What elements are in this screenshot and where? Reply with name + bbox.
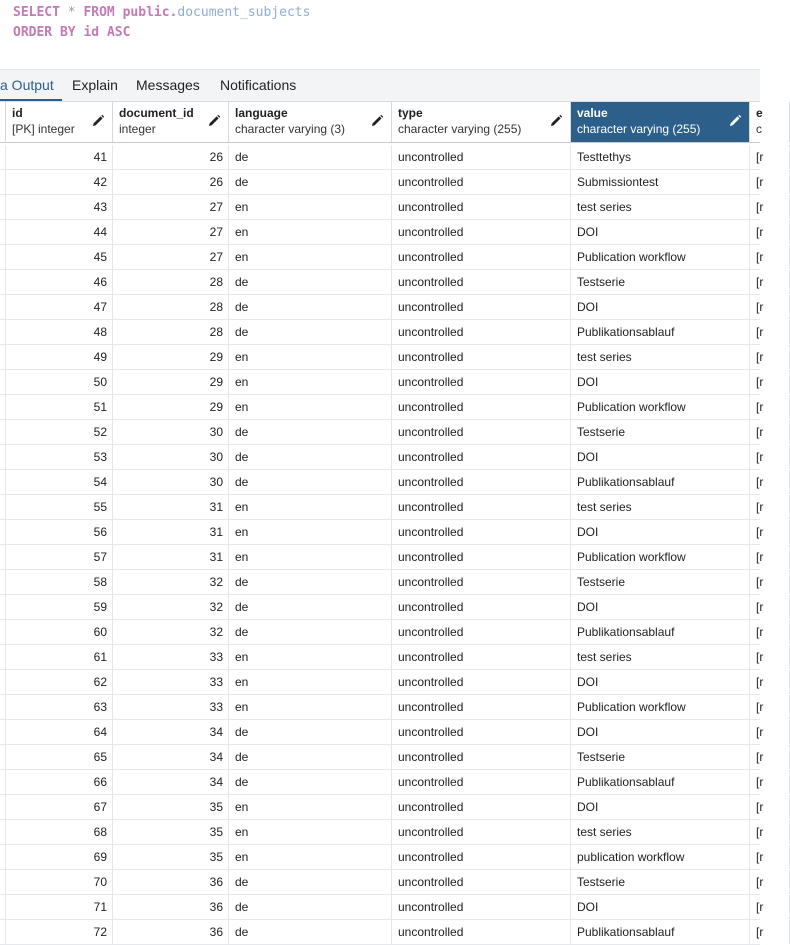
cell-type[interactable]: uncontrolled bbox=[392, 445, 571, 469]
table-row[interactable] bbox=[0, 920, 764, 945]
cell-id[interactable]: 54 bbox=[6, 470, 113, 494]
cell-id[interactable]: 62 bbox=[6, 670, 113, 694]
cell-extra[interactable]: [r bbox=[750, 595, 790, 619]
cell-value[interactable]: test series bbox=[571, 195, 750, 219]
cell-value[interactable]: Publikationsablauf bbox=[571, 320, 750, 344]
cell-language[interactable]: en bbox=[229, 545, 392, 569]
cell-id[interactable]: 67 bbox=[6, 795, 113, 819]
cell-language[interactable]: en bbox=[229, 670, 392, 694]
cell-id[interactable]: 51 bbox=[6, 395, 113, 419]
cell-document-id[interactable]: 27 bbox=[113, 245, 229, 269]
cell-id[interactable]: 55 bbox=[6, 495, 113, 519]
column-name: language bbox=[235, 106, 288, 120]
cell-type[interactable]: uncontrolled bbox=[392, 520, 571, 544]
cell-id[interactable]: 68 bbox=[6, 820, 113, 844]
column-name: document_id bbox=[119, 106, 194, 120]
cell-document-id[interactable]: 27 bbox=[113, 195, 229, 219]
cell-value[interactable]: Publication workflow bbox=[571, 695, 750, 719]
cell-value[interactable]: DOI bbox=[571, 520, 750, 544]
cell-type[interactable]: uncontrolled bbox=[392, 845, 571, 869]
cell-type[interactable]: uncontrolled bbox=[392, 870, 571, 894]
cell-type[interactable]: uncontrolled bbox=[392, 320, 571, 344]
data-grid bbox=[0, 102, 764, 939]
query-editor[interactable] bbox=[0, 0, 760, 70]
cell-value[interactable]: publication workflow bbox=[571, 845, 750, 869]
cell-type[interactable]: uncontrolled bbox=[392, 370, 571, 394]
cell-id[interactable]: 52 bbox=[6, 420, 113, 444]
cell-language[interactable]: en bbox=[229, 520, 392, 544]
table-row[interactable] bbox=[0, 670, 764, 695]
pencil-icon[interactable] bbox=[207, 114, 221, 128]
cell-id[interactable]: 59 bbox=[6, 595, 113, 619]
cell-extra[interactable]: [r bbox=[750, 670, 790, 694]
cell-value[interactable]: test series bbox=[571, 820, 750, 844]
cell-language[interactable]: en bbox=[229, 245, 392, 269]
cell-extra[interactable]: [r bbox=[750, 545, 790, 569]
cell-id[interactable]: 71 bbox=[6, 895, 113, 919]
cell-value[interactable]: DOI bbox=[571, 595, 750, 619]
cell-extra[interactable]: [r bbox=[750, 770, 790, 794]
table-row[interactable] bbox=[0, 870, 764, 895]
cell-type[interactable]: uncontrolled bbox=[392, 195, 571, 219]
cell-document-id[interactable]: 36 bbox=[113, 920, 229, 944]
column-name: value bbox=[577, 106, 608, 120]
cell-language[interactable]: en bbox=[229, 795, 392, 819]
cell-document-id[interactable]: 30 bbox=[113, 470, 229, 494]
cell-extra[interactable]: [r bbox=[750, 320, 790, 344]
cell-document-id[interactable]: 34 bbox=[113, 720, 229, 744]
cell-value[interactable]: Testserie bbox=[571, 570, 750, 594]
cell-type[interactable]: uncontrolled bbox=[392, 270, 571, 294]
cell-id[interactable]: 63 bbox=[6, 695, 113, 719]
pencil-icon[interactable] bbox=[91, 114, 105, 128]
table-row[interactable] bbox=[0, 370, 764, 395]
cell-type[interactable]: uncontrolled bbox=[392, 820, 571, 844]
cell-extra[interactable]: [r bbox=[750, 520, 790, 544]
keyword-order-by: ORDER BY bbox=[13, 25, 76, 40]
cell-id[interactable]: 46 bbox=[6, 270, 113, 294]
cell-language[interactable]: en bbox=[229, 495, 392, 519]
cell-language[interactable]: en bbox=[229, 695, 392, 719]
cell-extra[interactable]: [r bbox=[750, 220, 790, 244]
cell-extra[interactable]: [r bbox=[750, 570, 790, 594]
cell-id[interactable]: 50 bbox=[6, 370, 113, 394]
cell-language[interactable]: de bbox=[229, 270, 392, 294]
table-row[interactable] bbox=[0, 320, 764, 345]
keyword-from: FROM bbox=[83, 5, 115, 20]
cell-extra[interactable]: [r bbox=[750, 245, 790, 269]
cell-extra[interactable]: [r bbox=[750, 495, 790, 519]
cell-document-id[interactable]: 33 bbox=[113, 645, 229, 669]
cell-type[interactable]: uncontrolled bbox=[392, 920, 571, 944]
cell-value[interactable]: test series bbox=[571, 345, 750, 369]
cell-value[interactable]: Testserie bbox=[571, 270, 750, 294]
cell-type[interactable]: uncontrolled bbox=[392, 795, 571, 819]
cell-value[interactable]: Publikationsablauf bbox=[571, 620, 750, 644]
cell-language[interactable]: de bbox=[229, 420, 392, 444]
cell-value[interactable]: Publication workflow bbox=[571, 395, 750, 419]
cell-document-id[interactable]: 33 bbox=[113, 670, 229, 694]
cell-extra[interactable]: [r bbox=[750, 445, 790, 469]
cell-value[interactable]: Testserie bbox=[571, 745, 750, 769]
cell-value[interactable]: DOI bbox=[571, 720, 750, 744]
table-row[interactable] bbox=[0, 720, 764, 745]
cell-id[interactable]: 72 bbox=[6, 920, 113, 944]
tab-messages[interactable]: Messages bbox=[136, 77, 200, 93]
column-header-value[interactable] bbox=[571, 102, 750, 142]
cell-value[interactable]: DOI bbox=[571, 895, 750, 919]
cell-id[interactable]: 48 bbox=[6, 320, 113, 344]
cell-value[interactable]: Submissiontest bbox=[571, 170, 750, 194]
cell-extra[interactable]: [r bbox=[750, 745, 790, 769]
cell-type[interactable]: uncontrolled bbox=[392, 145, 571, 169]
cell-document-id[interactable]: 35 bbox=[113, 795, 229, 819]
table-row[interactable] bbox=[0, 420, 764, 445]
cell-language[interactable]: de bbox=[229, 620, 392, 644]
header-row bbox=[0, 102, 763, 143]
cell-language[interactable]: de bbox=[229, 320, 392, 344]
cell-value[interactable]: Publikationsablauf bbox=[571, 770, 750, 794]
cell-value[interactable]: DOI bbox=[571, 795, 750, 819]
cell-language[interactable]: de bbox=[229, 470, 392, 494]
table-row[interactable] bbox=[0, 570, 764, 595]
cell-type[interactable]: uncontrolled bbox=[392, 220, 571, 244]
cell-value[interactable]: DOI bbox=[571, 670, 750, 694]
cell-document-id[interactable]: 28 bbox=[113, 295, 229, 319]
cell-id[interactable]: 43 bbox=[6, 195, 113, 219]
star-operator: * bbox=[67, 5, 76, 20]
column-type: character varying (255) bbox=[398, 122, 522, 136]
cell-extra[interactable]: [r bbox=[750, 845, 790, 869]
column-header-document-id[interactable] bbox=[113, 102, 229, 142]
cell-type[interactable]: uncontrolled bbox=[392, 170, 571, 194]
cell-type[interactable]: uncontrolled bbox=[392, 670, 571, 694]
cell-type[interactable]: uncontrolled bbox=[392, 395, 571, 419]
cell-document-id[interactable]: 36 bbox=[113, 870, 229, 894]
cell-document-id[interactable]: 34 bbox=[113, 745, 229, 769]
table-row[interactable] bbox=[0, 845, 764, 870]
cell-language[interactable]: de bbox=[229, 295, 392, 319]
cell-language[interactable]: de bbox=[229, 570, 392, 594]
cell-type[interactable]: uncontrolled bbox=[392, 470, 571, 494]
table-row[interactable] bbox=[0, 820, 764, 845]
cell-document-id[interactable]: 27 bbox=[113, 220, 229, 244]
cell-extra[interactable]: [r bbox=[750, 920, 790, 944]
cell-extra[interactable]: [r bbox=[750, 170, 790, 194]
cell-language[interactable]: en bbox=[229, 645, 392, 669]
cell-id[interactable]: 60 bbox=[6, 620, 113, 644]
cell-extra[interactable]: [r bbox=[750, 295, 790, 319]
cell-id[interactable]: 64 bbox=[6, 720, 113, 744]
cell-id[interactable]: 47 bbox=[6, 295, 113, 319]
cell-value[interactable]: Publication workflow bbox=[571, 545, 750, 569]
cell-language[interactable]: de bbox=[229, 145, 392, 169]
pencil-icon[interactable] bbox=[728, 114, 742, 128]
cell-value[interactable]: Publikationsablauf bbox=[571, 470, 750, 494]
cell-language[interactable]: de bbox=[229, 170, 392, 194]
cell-language[interactable]: en bbox=[229, 820, 392, 844]
cell-type[interactable]: uncontrolled bbox=[392, 745, 571, 769]
cell-value[interactable]: DOI bbox=[571, 445, 750, 469]
cell-document-id[interactable]: 36 bbox=[113, 895, 229, 919]
cell-extra[interactable]: [r bbox=[750, 645, 790, 669]
column-name: e bbox=[756, 106, 763, 120]
cell-type[interactable]: uncontrolled bbox=[392, 695, 571, 719]
cell-document-id[interactable]: 34 bbox=[113, 770, 229, 794]
column-type: character varying (3) bbox=[235, 122, 346, 136]
cell-value[interactable]: test series bbox=[571, 495, 750, 519]
cell-value[interactable]: DOI bbox=[571, 220, 750, 244]
cell-language[interactable]: de bbox=[229, 870, 392, 894]
cell-type[interactable]: uncontrolled bbox=[392, 345, 571, 369]
column-type: c bbox=[756, 122, 762, 136]
cell-document-id[interactable]: 28 bbox=[113, 270, 229, 294]
tab-notifications[interactable]: Notifications bbox=[220, 77, 297, 93]
table-row[interactable] bbox=[0, 170, 764, 195]
cell-type[interactable]: uncontrolled bbox=[392, 245, 571, 269]
table-row[interactable] bbox=[0, 245, 764, 270]
column-type: character varying (255) bbox=[577, 122, 701, 136]
cell-extra[interactable]: [r bbox=[750, 370, 790, 394]
cell-document-id[interactable]: 35 bbox=[113, 845, 229, 869]
cell-language[interactable]: en bbox=[229, 345, 392, 369]
cell-type[interactable]: uncontrolled bbox=[392, 295, 571, 319]
cell-id[interactable]: 41 bbox=[6, 145, 113, 169]
table-row[interactable] bbox=[0, 470, 764, 495]
cell-document-id[interactable]: 30 bbox=[113, 445, 229, 469]
cell-extra[interactable]: [r bbox=[750, 395, 790, 419]
table-row[interactable] bbox=[0, 445, 764, 470]
cell-document-id[interactable]: 28 bbox=[113, 320, 229, 344]
tab-data-output[interactable]: a Output bbox=[0, 70, 62, 101]
cell-extra[interactable]: [r bbox=[750, 695, 790, 719]
result-tabs bbox=[0, 70, 760, 102]
cell-value[interactable]: Testtethys bbox=[571, 145, 750, 169]
cell-extra[interactable]: [r bbox=[750, 820, 790, 844]
tab-explain[interactable]: Explain bbox=[72, 77, 118, 93]
query-line-1 bbox=[13, 3, 310, 23]
cell-id[interactable]: 58 bbox=[6, 570, 113, 594]
pencil-icon[interactable] bbox=[549, 114, 563, 128]
cell-type[interactable]: uncontrolled bbox=[392, 895, 571, 919]
cell-type[interactable]: uncontrolled bbox=[392, 720, 571, 744]
column-type: [PK] integer bbox=[12, 122, 75, 136]
cell-id[interactable]: 53 bbox=[6, 445, 113, 469]
table-row[interactable] bbox=[0, 270, 764, 295]
cell-id[interactable]: 69 bbox=[6, 845, 113, 869]
column-header-language[interactable] bbox=[229, 102, 392, 142]
cell-language[interactable]: en bbox=[229, 395, 392, 419]
pencil-icon[interactable] bbox=[370, 114, 384, 128]
table-row[interactable] bbox=[0, 295, 764, 320]
keyword-asc: ASC bbox=[106, 25, 131, 40]
cell-language[interactable]: de bbox=[229, 445, 392, 469]
cell-type[interactable]: uncontrolled bbox=[392, 770, 571, 794]
cell-value[interactable]: Testserie bbox=[571, 870, 750, 894]
cell-id[interactable]: 56 bbox=[6, 520, 113, 544]
cell-document-id[interactable]: 31 bbox=[113, 545, 229, 569]
cell-document-id[interactable]: 35 bbox=[113, 820, 229, 844]
column-name: type bbox=[398, 106, 423, 120]
table-row[interactable] bbox=[0, 645, 764, 670]
cell-type[interactable]: uncontrolled bbox=[392, 570, 571, 594]
cell-value[interactable]: test series bbox=[571, 645, 750, 669]
table-row[interactable] bbox=[0, 620, 764, 645]
cell-type[interactable]: uncontrolled bbox=[392, 620, 571, 644]
table-row[interactable] bbox=[0, 745, 764, 770]
cell-extra[interactable]: [r bbox=[750, 620, 790, 644]
cell-id[interactable]: 70 bbox=[6, 870, 113, 894]
cell-extra[interactable]: [r bbox=[750, 420, 790, 444]
cell-document-id[interactable]: 26 bbox=[113, 145, 229, 169]
table-row[interactable] bbox=[0, 520, 764, 545]
table-row[interactable] bbox=[0, 345, 764, 370]
cell-document-id[interactable]: 32 bbox=[113, 570, 229, 594]
table-row[interactable] bbox=[0, 195, 764, 220]
cell-document-id[interactable]: 32 bbox=[113, 595, 229, 619]
cell-id[interactable]: 45 bbox=[6, 245, 113, 269]
cell-extra[interactable]: [r bbox=[750, 345, 790, 369]
column-type: integer bbox=[119, 122, 156, 136]
cell-document-id[interactable]: 26 bbox=[113, 170, 229, 194]
schema-name: public. bbox=[122, 5, 178, 20]
cell-language[interactable]: de bbox=[229, 595, 392, 619]
cell-extra[interactable]: [r bbox=[750, 870, 790, 894]
cell-id[interactable]: 66 bbox=[6, 770, 113, 794]
keyword-select: SELECT bbox=[13, 5, 60, 20]
cell-type[interactable]: uncontrolled bbox=[392, 420, 571, 444]
cell-extra[interactable]: [r bbox=[750, 895, 790, 919]
cell-type[interactable]: uncontrolled bbox=[392, 495, 571, 519]
table-name: document_subjects bbox=[177, 5, 311, 20]
table-row[interactable] bbox=[0, 545, 764, 570]
order-column: id bbox=[83, 25, 100, 40]
cell-value[interactable]: Publikationsablauf bbox=[571, 920, 750, 944]
cell-extra[interactable]: [r bbox=[750, 145, 790, 169]
cell-id[interactable]: 44 bbox=[6, 220, 113, 244]
cell-extra[interactable]: [r bbox=[750, 720, 790, 744]
column-header-type[interactable] bbox=[392, 102, 571, 142]
cell-document-id[interactable]: 31 bbox=[113, 520, 229, 544]
table-row[interactable] bbox=[0, 220, 764, 245]
cell-language[interactable]: de bbox=[229, 920, 392, 944]
table-row[interactable] bbox=[0, 395, 764, 420]
cell-id[interactable]: 61 bbox=[6, 645, 113, 669]
table-row[interactable] bbox=[0, 495, 764, 520]
query-line-2 bbox=[13, 23, 130, 43]
column-name: id bbox=[12, 106, 23, 120]
cell-extra[interactable]: [r bbox=[750, 195, 790, 219]
cell-document-id[interactable]: 32 bbox=[113, 620, 229, 644]
table-row[interactable] bbox=[0, 695, 764, 720]
cell-type[interactable]: uncontrolled bbox=[392, 645, 571, 669]
cell-id[interactable]: 57 bbox=[6, 545, 113, 569]
cell-language[interactable]: en bbox=[229, 195, 392, 219]
cell-type[interactable]: uncontrolled bbox=[392, 595, 571, 619]
cell-document-id[interactable]: 29 bbox=[113, 370, 229, 394]
table-row[interactable] bbox=[0, 795, 764, 820]
cell-language[interactable]: de bbox=[229, 895, 392, 919]
cell-id[interactable]: 42 bbox=[6, 170, 113, 194]
table-row[interactable] bbox=[0, 595, 764, 620]
cell-language[interactable]: en bbox=[229, 220, 392, 244]
cell-value[interactable]: Testserie bbox=[571, 420, 750, 444]
cell-value[interactable]: DOI bbox=[571, 370, 750, 394]
cell-document-id[interactable]: 29 bbox=[113, 395, 229, 419]
cell-language[interactable]: de bbox=[229, 745, 392, 769]
cell-document-id[interactable]: 33 bbox=[113, 695, 229, 719]
column-header-id[interactable] bbox=[6, 102, 113, 142]
cell-language[interactable]: de bbox=[229, 770, 392, 794]
cell-type[interactable]: uncontrolled bbox=[392, 545, 571, 569]
cell-extra[interactable]: [r bbox=[750, 795, 790, 819]
cell-language[interactable]: de bbox=[229, 720, 392, 744]
cell-document-id[interactable]: 29 bbox=[113, 345, 229, 369]
cell-language[interactable]: en bbox=[229, 845, 392, 869]
cell-value[interactable]: DOI bbox=[571, 295, 750, 319]
table-row[interactable] bbox=[0, 145, 764, 170]
cell-language[interactable]: en bbox=[229, 370, 392, 394]
cell-document-id[interactable]: 30 bbox=[113, 420, 229, 444]
cell-value[interactable]: Publication workflow bbox=[571, 245, 750, 269]
column-header-extra[interactable] bbox=[750, 102, 790, 142]
table-row[interactable] bbox=[0, 770, 764, 795]
table-row[interactable] bbox=[0, 895, 764, 920]
cell-document-id[interactable]: 31 bbox=[113, 495, 229, 519]
cell-extra[interactable]: [r bbox=[750, 270, 790, 294]
cell-id[interactable]: 65 bbox=[6, 745, 113, 769]
cell-extra[interactable]: [r bbox=[750, 470, 790, 494]
cell-id[interactable]: 49 bbox=[6, 345, 113, 369]
